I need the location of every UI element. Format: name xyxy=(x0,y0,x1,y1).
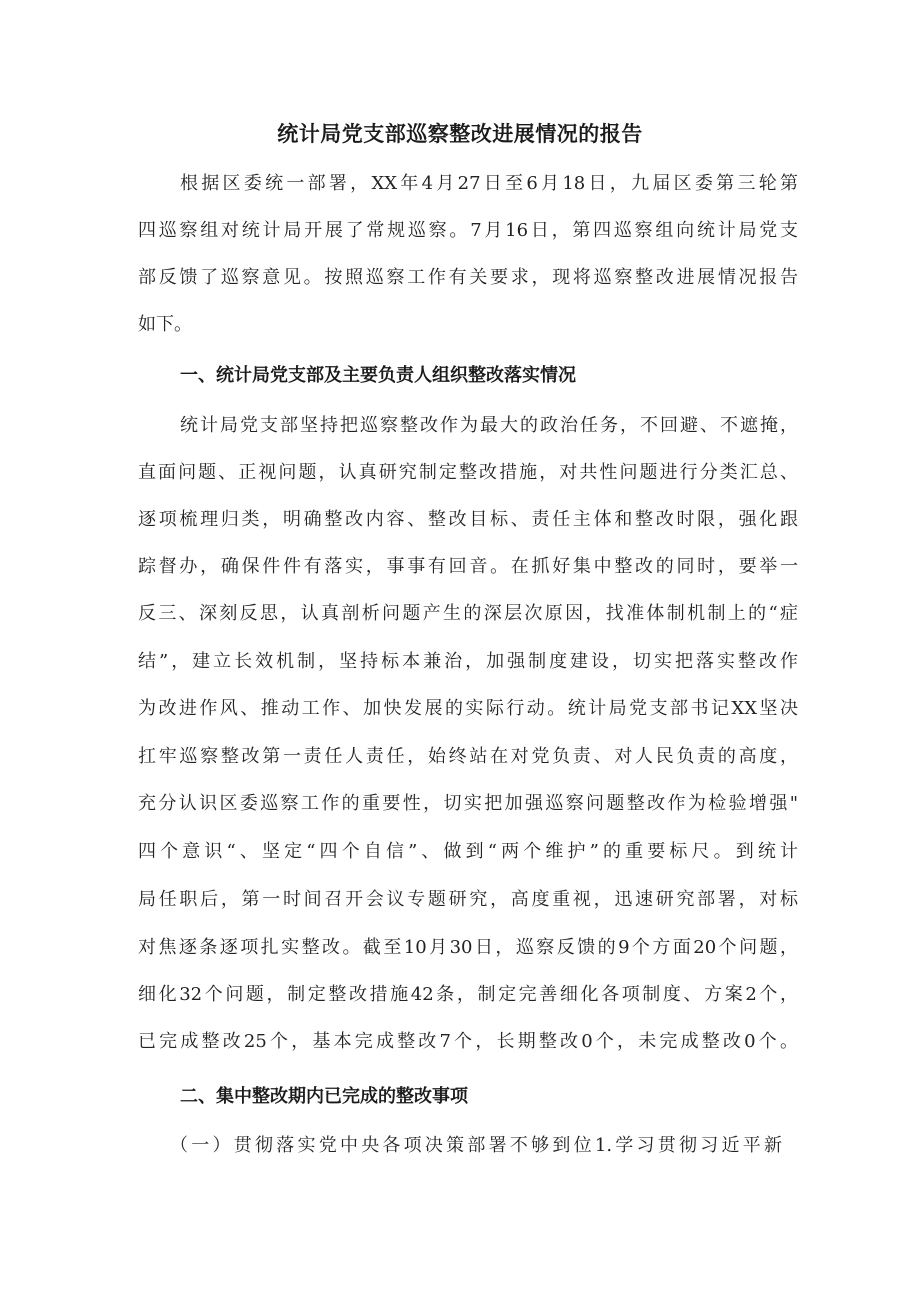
intro-line-2: 四巡察组对统计局开展了常规巡察。7月16日，第四巡察组向统计局党支 xyxy=(138,220,798,241)
section-2-heading: 二、集中整改期内已完成的整改事项 xyxy=(180,1086,468,1107)
section-1-line: 局任职后，第一时间召开会议专题研究，高度重视，迅速研究部署，对标 xyxy=(138,889,798,910)
section-1-line: 细化32个问题，制定整改措施42条，制定完善细化各项制度、方案2个， xyxy=(138,984,798,1005)
section-1-line: 为改进作风、推动工作、加快发展的实际行动。统计局党支部书记XX坚决 xyxy=(138,698,798,719)
section-1-heading: 一、统计局党支部及主要负责人组织整改落实情况 xyxy=(180,365,576,386)
section-1-line: 对焦逐条逐项扎实整改。截至10月30日，巡察反馈的9个方面20个问题， xyxy=(138,937,798,958)
section-1-line: 已完成整改25个，基本完成整改7个，长期整改0个，未完成整改0个。 xyxy=(138,1031,798,1052)
intro-line-1: 根据区委统一部署，XX年4月27日至6月18日，九届区委第三轮第 xyxy=(180,173,798,194)
intro-line-4: 如下。 xyxy=(138,314,192,335)
intro-line-3: 部反馈了巡察意见。按照巡察工作有关要求，现将巡察整改进展情况报告 xyxy=(138,267,798,288)
section-1-line: 结”，建立长效机制，坚持标本兼治，加强制度建设，切实把落实整改作 xyxy=(138,651,798,672)
section-1-line: 踪督办，确保件件有落实，事事有回音。在抓好集中整改的同时，要举一 xyxy=(138,556,798,577)
section-1-line: 直面问题、正视问题，认真研究制定整改措施，对共性问题进行分类汇总、 xyxy=(138,462,798,483)
section-1-line: 充分认识区委巡察工作的重要性，切实把加强巡察问题整改作为检验增强" xyxy=(138,793,798,814)
section-1-line: 扛牢巡察整改第一责任人责任，始终站在对党负责、对人民负责的高度， xyxy=(138,746,798,767)
section-2-sub-line: （一）贯彻落实党中央各项决策部署不够到位1.学习贯彻习近平新 xyxy=(170,1135,782,1156)
section-1-line: 逐项梳理归类，明确整改内容、整改目标、责任主体和整改时限，强化跟 xyxy=(138,509,798,530)
document-title: 统计局党支部巡察整改进展情况的报告 xyxy=(277,122,643,146)
section-1-line: 四个意识“、坚定“四个自信”、做到“两个维护”的重要标尺。到统计 xyxy=(138,841,798,862)
section-1-line: 统计局党支部坚持把巡察整改作为最大的政治任务，不回避、不遮掩， xyxy=(180,415,798,436)
section-1-line: 反三、深刻反思，认真剖析问题产生的深层次原因，找准体制机制上的“症 xyxy=(138,603,798,624)
